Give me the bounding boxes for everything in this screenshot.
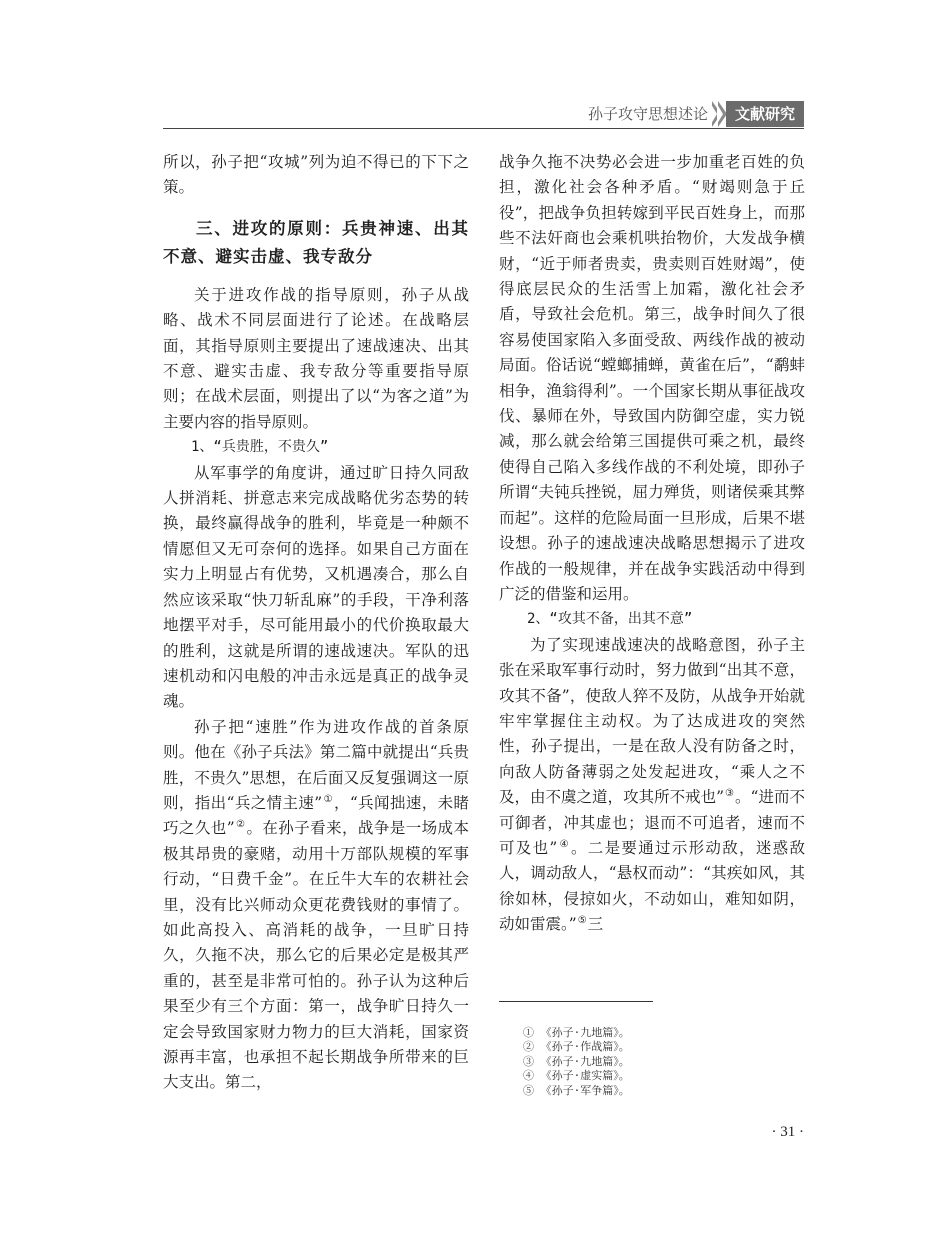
text-run: 为了实现速战速决的战略意图，孙子主张在采取军事行动时，努力做到“出其不意，攻其不备”，使敌人猝不及防，从战争开始就牢牢掌握住主动权。为了达成进攻的突然性，孙子提出，一是在敌人没有防备之时，向敌人防备薄弱之处发起进攻，“乘人之不及，由不虞之道，攻其所不戒也” bbox=[499, 635, 805, 807]
footnote-ref[interactable]: ③ bbox=[725, 788, 735, 799]
header-rule bbox=[163, 128, 804, 129]
footnote: ③ 《孙子·九地篇》。 bbox=[523, 1054, 630, 1068]
footnote-ref[interactable]: ⑤ bbox=[577, 915, 587, 927]
footnotes bbox=[523, 1026, 630, 1098]
text-run: 。在孙子看来，战争是一场成本极其昂贵的豪赌，动用十万部队规模的军事行动，“日费千金”。在丘牛大车的农耕社会里，没有比兴师动众更花费钱财的事情了。如此高投入、高消耗的战争，一旦旷日持久，久拖不决，那么它的后果必定是极其严重的，甚至是非常可怕的。孙子认为这种后果至少有三个方面：第一，战争旷日持久一定会导致国家财力物力的巨大消耗，国家资源再丰富，也承担不起长期战争所带来的巨大支出。第二， bbox=[163, 819, 469, 1092]
page-number: · 31 · bbox=[771, 1124, 804, 1140]
text-run: 。二是要通过示形动敌，迷惑敌人，调动敌人，“悬权而动”：“其疾如风，其徐如林，侵掠如火，不动如山，难知如阴，动如雷震。” bbox=[499, 838, 805, 934]
footnote: ① 《孙子·九地篇》。 bbox=[523, 1026, 630, 1039]
paragraph bbox=[499, 633, 805, 938]
text-run: 孙子把“速胜”作为进攻作战的首条原则。他在《孙子兵法》第二篇中就提出“兵贵胜，不贵久”思想，在后面又反复强调这一原则，指出“兵之情主速” bbox=[163, 717, 469, 812]
text-run: 三 bbox=[587, 915, 604, 934]
left-column bbox=[163, 150, 469, 1096]
paragraph: 从军事学的角度讲，通过旷日持久同敌人拼消耗、拼意志来完成战略优劣态势的转换，最终赢得战争的胜利，毕竟是一种颇不情愿但又无可奈何的选择。如果自己方面在实力上明显占有优势，又机遇凑合，那么自然应该采取“快刀斩乱麻”的手段，干净利落地摆平对手，尽可能用最小的代价换取最大的胜利，这就是所谓的速战速决。军队的迅速机动和闪电般的冲击永远是真正的战争灵魂。 bbox=[163, 463, 469, 711]
footnote-ref[interactable]: ① bbox=[323, 793, 333, 805]
footnote: ④ 《孙子·虚实篇》。 bbox=[523, 1069, 630, 1083]
paragraph: 所以，孙子把“攻城”列为迫不得已的下下之策。 bbox=[163, 153, 469, 197]
footnote-ref[interactable]: ④ bbox=[558, 838, 570, 850]
footnote-ref[interactable]: ② bbox=[235, 819, 246, 831]
running-header-title: 孙子攻守思想述论 bbox=[587, 105, 708, 123]
right-column bbox=[499, 150, 805, 938]
footnote-rule bbox=[499, 1001, 653, 1002]
paragraph: 关于进攻作战的指导原则，孙子从战略、战术不同层面进行了论述。在战略层面，其指导原则主要提出了速战速决、出其不意、避实击虚、我专敌分等重要指导原则；在战术层面，则提出了以“为客之道”为主要内容的指导原则。 bbox=[163, 285, 469, 431]
section-label: 文献研究 bbox=[726, 101, 804, 127]
section-heading: 三、进攻的原则：兵贵神速、出其不意、避实击虚、我专敌分 bbox=[163, 218, 469, 266]
chevron-icon-inner bbox=[717, 104, 723, 124]
footnote: ② 《孙子·作战篇》。 bbox=[523, 1040, 630, 1054]
subsection-heading: 1、“兵贵胜，不贵久” bbox=[191, 439, 329, 456]
text-run: ，“兵闻拙速，未睹巧之久也” bbox=[163, 793, 469, 838]
paragraph bbox=[163, 715, 469, 1096]
footnote: ⑤ 《孙子·军争篇》。 bbox=[523, 1083, 630, 1097]
paragraph: 战争久拖不决势必会进一步加重老百姓的负担，激化社会各种矛盾。“财竭则急于丘役”，把战争负担转嫁到平民百姓身上，而那些不法奸商也会乘机哄抬物价，大发战争横财，“近于师者贵卖，贵卖则百姓财竭”，使得底层民众的生活雪上加霜，激化社会矛盾，导致社会危机。第三，战争时间久了很容易使国家陷入多面受敌、两线作战的被动局面。俗话说“螳螂捕蝉，黄雀在后”，“鹬蚌相争，渔翁得利”。一个国家长期从事征战攻伐、暴师在外，导致国内防御空虚，实力锐减，那么就会给第三国提供可乘之机，最终使得自己陷入多线作战的不利处境，即孙子所谓“夫钝兵挫锐，屈力殚货，则诸侯乘其弊而起”。这样的危险局面一旦形成，后果不堪设想。孙子的速战速决战略思想揭示了进攻作战的一般规律，并在战争实践活动中得到广泛的借鉴和运用。 bbox=[499, 153, 805, 603]
text-run: 。“进而不可御者，冲其虚也；退而不可追者，速而不可及也” bbox=[499, 788, 805, 857]
subsection-heading: 2、“攻其不备，出其不意” bbox=[527, 611, 693, 628]
